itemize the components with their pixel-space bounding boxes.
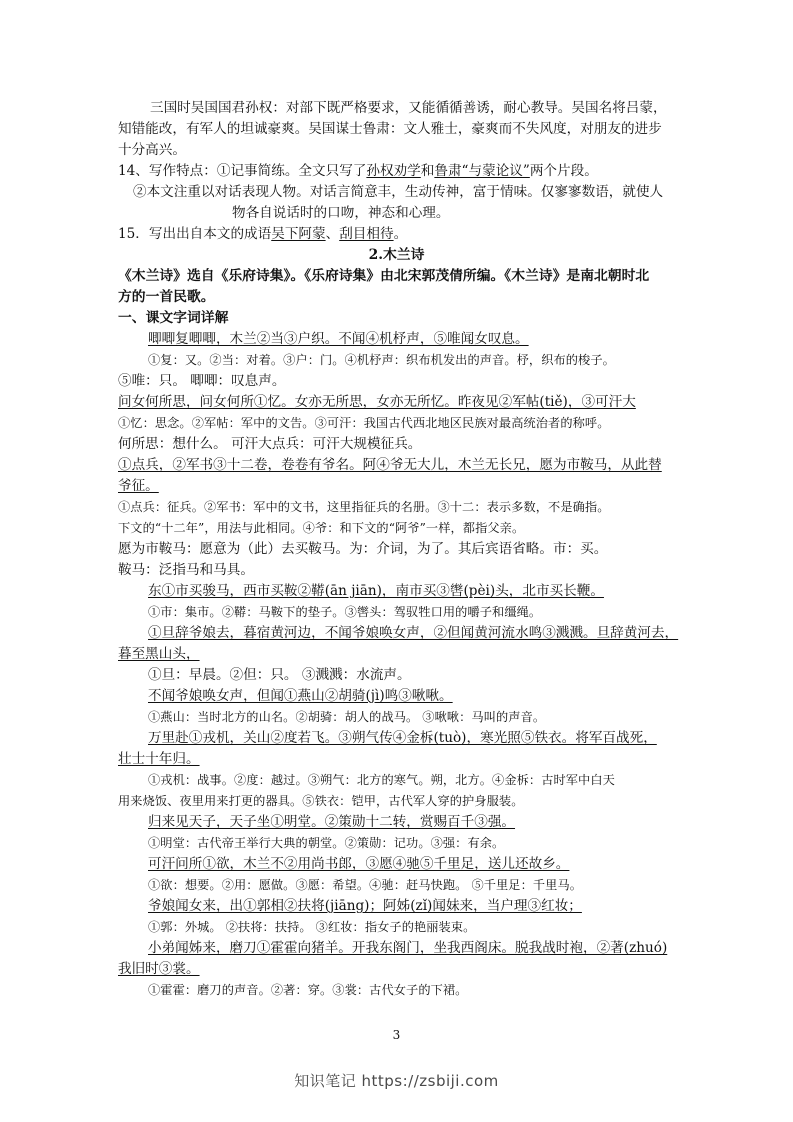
annotation-line: ①戎机：战事。②度：越过。③朔气：北方的寒气。朔，北方。④金柝：古时军中白天 [148,773,615,787]
annotation-line: ①明堂：古代帝王举行大典的朝堂。②策勋：记功。③强：有余。 [148,836,505,850]
subsection-heading: 一、课文字词详解 [118,310,229,326]
poem-line: 我旧时③裳。 [118,961,200,977]
poem-line: 归来见天子，天子坐①明堂。②策勋十二转，赏赐百千③强。 [148,814,516,830]
annotation-line: 鞍马：泛指马和马具。 [118,562,254,578]
poem-line: ①点兵，②军书③十二卷，卷卷有爷名。阿④爷无大儿，木兰无长兄，愿为市鞍马，从此替 [118,457,662,473]
item-14 [118,161,598,181]
poem-line: 不闻爷娘唤女声，但闻①燕山②胡骑(jì)鸣③啾啾。 [148,688,453,704]
poem-line: 万里赴①戎机，关山②度若飞。③朔气传④金柝(tuò)，寒光照⑤铁衣。将军百战死， [148,730,657,746]
poem-line: 东①市买骏马，西市买鞍②鞯(ān jiān)，南市买③辔(pèi)头，北市买长鞭。 [148,583,604,599]
annotation-line: 愿为市鞍马：愿意为（此）去买鞍马。为：介词，为了。其后宾语省略。市：买。 [118,541,608,557]
item-15-text: 15．写出出自本文的成语 [118,226,272,242]
intro-line: 方的一首民歌。 [118,289,215,305]
annotation-line: 何所思：想什么。 可汗大点兵：可汗大规模征兵。 [118,436,422,452]
section-title: 2.木兰诗 [368,247,425,263]
poem-line: 爷娘闻女来，出①郭相②扶将(jiāng)；阿姊(zǐ)闻妹来，当户理③红妆； [148,898,582,914]
item-15-text: 。 [393,226,408,242]
poem-line: 爷征。 [118,478,159,494]
poem-line: ①旦辞爷娘去，暮宿黄河边，不闻爷娘唤女声，②但闻黄河流水鸣③溅溅。旦辞黄河去， [148,625,679,641]
intro-line: 《木兰诗》选自《乐府诗集》。《乐府诗集》由北宋郭茂倩所编。《木兰诗》是南北朝时北 [118,268,650,284]
item-14-underlined: 鲁肃“与蒙论议” [434,163,530,179]
item-15 [118,224,407,244]
annotation-line: ①复：又。②当：对着。③户：门。④机杼声：织布机发出的声音。杼，织布的梭子。 [148,353,615,367]
idiom-1: 吴下阿蒙 [271,226,326,242]
annotation-line: ⑤唯：只。 唧唧：叹息声。 [118,373,286,389]
text-line: 知错能改，有军人的坦诚豪爽。吴国谋士鲁肃：文人雅士，豪爽而不失风度，对朋友的进步 [118,121,662,137]
text-line: 三国时吴国国君孙权：对部下既严格要求，又能循循善诱，耐心教导。吴国名将吕蒙， [150,100,667,116]
poem-line: 问女何所思，问女何所①忆。女亦无所思，女亦无所忆。昨夜见②军帖(tiě)，③可汗大 [118,394,636,410]
annotation-line: 下文的“十二年”，用法与此相同。④爷：和下文的“阿爷”一样，都指父亲。 [118,521,525,535]
text-line: 物各自说话时的口吻，神态和心理。 [232,205,450,221]
item-15-text: 、 [325,226,340,242]
annotation-line: ①旦：早晨。②但：只。 ③溅溅：水流声。 [148,667,411,683]
annotation-line: ①霍霍：磨刀的声音。②著：穿。③裳：古代女子的下裙。 [148,983,468,997]
item-14-text: 14、写作特点：①记事简练。全文只写了 [118,163,367,179]
item-14-underlined: 孙权劝学 [366,163,421,179]
poem-line: 可汗问所①欲，木兰不②用尚书郎，③愿④驰⑤千里足，送儿还故乡。 [148,856,570,872]
poem-line: 小弟闻姊来，磨刀①霍霍向猪羊。开我东阁门，坐我西阁床。脱我战时袍，②著(zhuó) [148,940,668,956]
item-14-text: 和 [420,163,435,179]
annotation-line: ①点兵：征兵。②军书：军中的文书，这里指征兵的名册。③十二：表示多数，不是确指。 [118,500,610,514]
poem-line: 唧唧复唧唧，木兰②当③户织。不闻④机杼声，⑤唯闻女叹息。 [148,331,529,347]
item-14-text: 两个片段。 [529,163,598,179]
annotation-line: 用来烧饭、夜里用来打更的器具。⑤铁衣：铠甲，古代军人穿的护身服装。 [118,794,524,808]
annotation-line: ①燕山：当时北方的山名。②胡骑：胡人的战马。 ③啾啾：马叫的声音。 [148,710,546,724]
page-number: 3 [392,1028,401,1042]
idiom-2: 刮目相待 [339,226,394,242]
poem-line: 壮士十年归。 [118,751,200,767]
annotation-line: ①市：集市。②鞯：马鞍下的垫子。③辔头：驾驭牲口用的嚼子和缰绳。 [148,605,542,619]
text-line: 十分高兴。 [118,142,186,158]
annotation-line: ①欲：想要。②用：愿做。③愿：希望。④驰：赶马快跑。 ⑤千里足：千里马。 [148,878,583,892]
poem-line: 暮至黑山头， [118,646,200,662]
annotation-line: ①忆：思念。②军帖：军中的文告。③可汗：我国古代西北地区民族对最高统治者的称呼。 [118,416,610,430]
annotation-line: ①郭：外城。 ②扶将：扶持。 ③红妆：指女子的艳丽装束。 [148,920,476,934]
text-line: ②本文注重以对话表现人物。对话言简意丰，生动传神，富于情味。仅寥寥数语，就使人 [133,184,664,200]
watermark: 知识笔记 https://zsbiji.com [294,1072,499,1090]
